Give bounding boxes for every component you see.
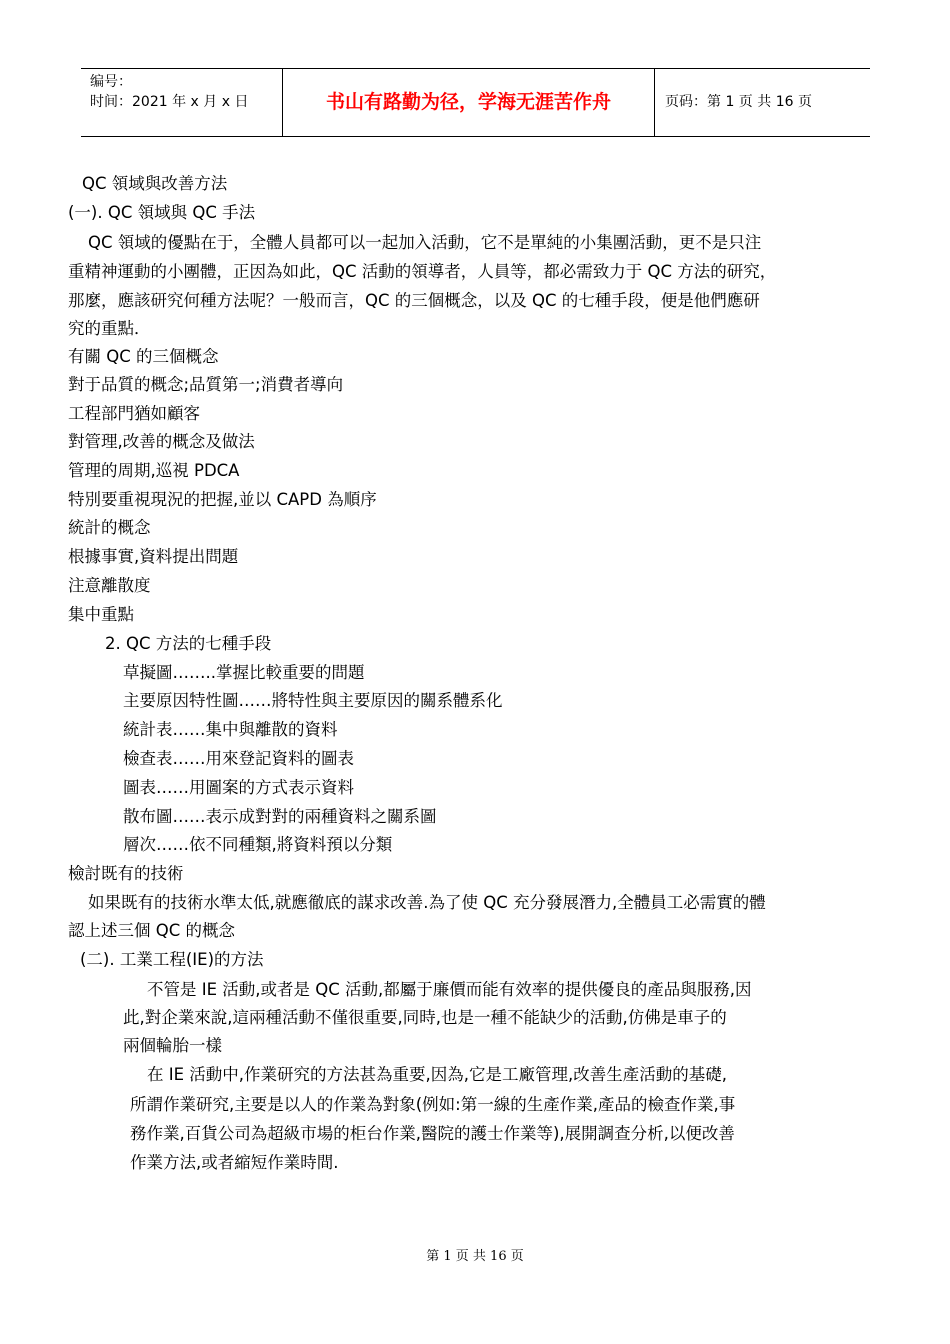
list-item: 統計的概念 — [68, 518, 151, 537]
tool-item: 散布圖……表示成對對的兩種資料之關系圖 — [123, 807, 437, 826]
paragraph-line: 認上述三個 QC 的概念 — [68, 921, 235, 940]
document-date-label: 时间：2021 年 x 月 x 日 — [90, 94, 249, 110]
paragraph-line: 那麼，應該研究何種方法呢？一般而言，QC 的三個概念，以及 QC 的七種手段，便是他們應研 — [68, 291, 760, 310]
subheading: 檢討既有的技術 — [68, 864, 184, 883]
paragraph-line: 在 IE 活動中,作業研究的方法甚為重要,因為,它是工廠管理,改善生產活動的基礎, — [147, 1065, 728, 1084]
header-motto: 书山有路勤为径，学海无涯苦作舟 — [282, 69, 655, 136]
subheading: 2. QC 方法的七種手段 — [105, 634, 272, 653]
subheading: 有關 QC 的三個概念 — [68, 347, 219, 366]
document-number-label: 编号： — [90, 74, 132, 90]
page-footer: 第 1 页 共 16 页 — [426, 1249, 524, 1264]
tool-item: 主要原因特性圖……將特性與主要原因的關系體系化 — [123, 691, 503, 710]
paragraph-line: 務作業,百貨公司為超級市場的柜台作業,醫院的護士作業等),展開調查分析,以便改善 — [130, 1124, 735, 1143]
paragraph-line: 此,對企業來說,這兩種活動不僅很重要,同時,也是一種不能缺少的活動,仿佛是車子的 — [123, 1008, 727, 1027]
paragraph-line: 重精神運動的小團體，正因為如此，QC 活動的領導者，人員等，都必需致力于 QC 方法的研究， — [68, 262, 777, 281]
tool-item: 圖表……用圖案的方式表示資料 — [123, 778, 354, 797]
paragraph-line: 作業方法,或者縮短作業時間. — [130, 1153, 339, 1172]
paragraph-line: 如果既有的技術水準太低,就應徹底的謀求改善.為了使 QC 充分發展潛力,全體員工必需實的體 — [88, 893, 766, 912]
paragraph-line: 所謂作業研究,主要是以人的作業為對象(例如:第一線的生產作業,產品的檢查作業,事 — [130, 1095, 736, 1114]
list-item: 對管理,改善的概念及做法 — [68, 432, 255, 451]
paragraph-line: QC 領域的優點在于，全體人員都可以一起加入活動，它不是單純的小集團活動，更不是只注 — [88, 233, 762, 252]
paragraph-line: 究的重點． — [68, 319, 151, 338]
page-header — [81, 68, 870, 137]
header-meta — [81, 69, 282, 136]
list-item: 特別要重視現況的把握,並以 CAPD 為順序 — [68, 490, 377, 509]
section-title: QC 領域與改善方法 — [82, 174, 228, 193]
list-item: 工程部門猶如顧客 — [68, 404, 200, 423]
list-item: 根據事實,資料提出問題 — [68, 547, 239, 566]
list-item: 注意離散度 — [68, 576, 151, 595]
list-item: 對于品質的概念;品質第一;消費者導向 — [68, 375, 344, 394]
section-heading: (二). 工業工程(IE)的方法 — [80, 950, 264, 969]
tool-item: 草擬圖……..掌握比較重要的問題 — [123, 663, 365, 682]
paragraph-line: 兩個輪胎一樣 — [123, 1036, 222, 1055]
section-heading: (一). QC 領域與 QC 手法 — [68, 203, 256, 222]
list-item: 集中重點 — [68, 605, 134, 624]
header-page-number: 页码：第 1 页 共 16 页 — [665, 94, 812, 110]
tool-item: 層次……依不同種類,將資料預以分類 — [123, 835, 393, 854]
tool-item: 檢查表……用來登記資料的圖表 — [123, 749, 354, 768]
paragraph-line: 不管是 IE 活動,或者是 QC 活動,都屬于廉價而能有效率的提供優良的產品與服務,因 — [147, 980, 752, 999]
tool-item: 統計表……集中與離散的資料 — [123, 720, 338, 739]
list-item: 管理的周期,巡視 PDCA — [68, 461, 240, 480]
